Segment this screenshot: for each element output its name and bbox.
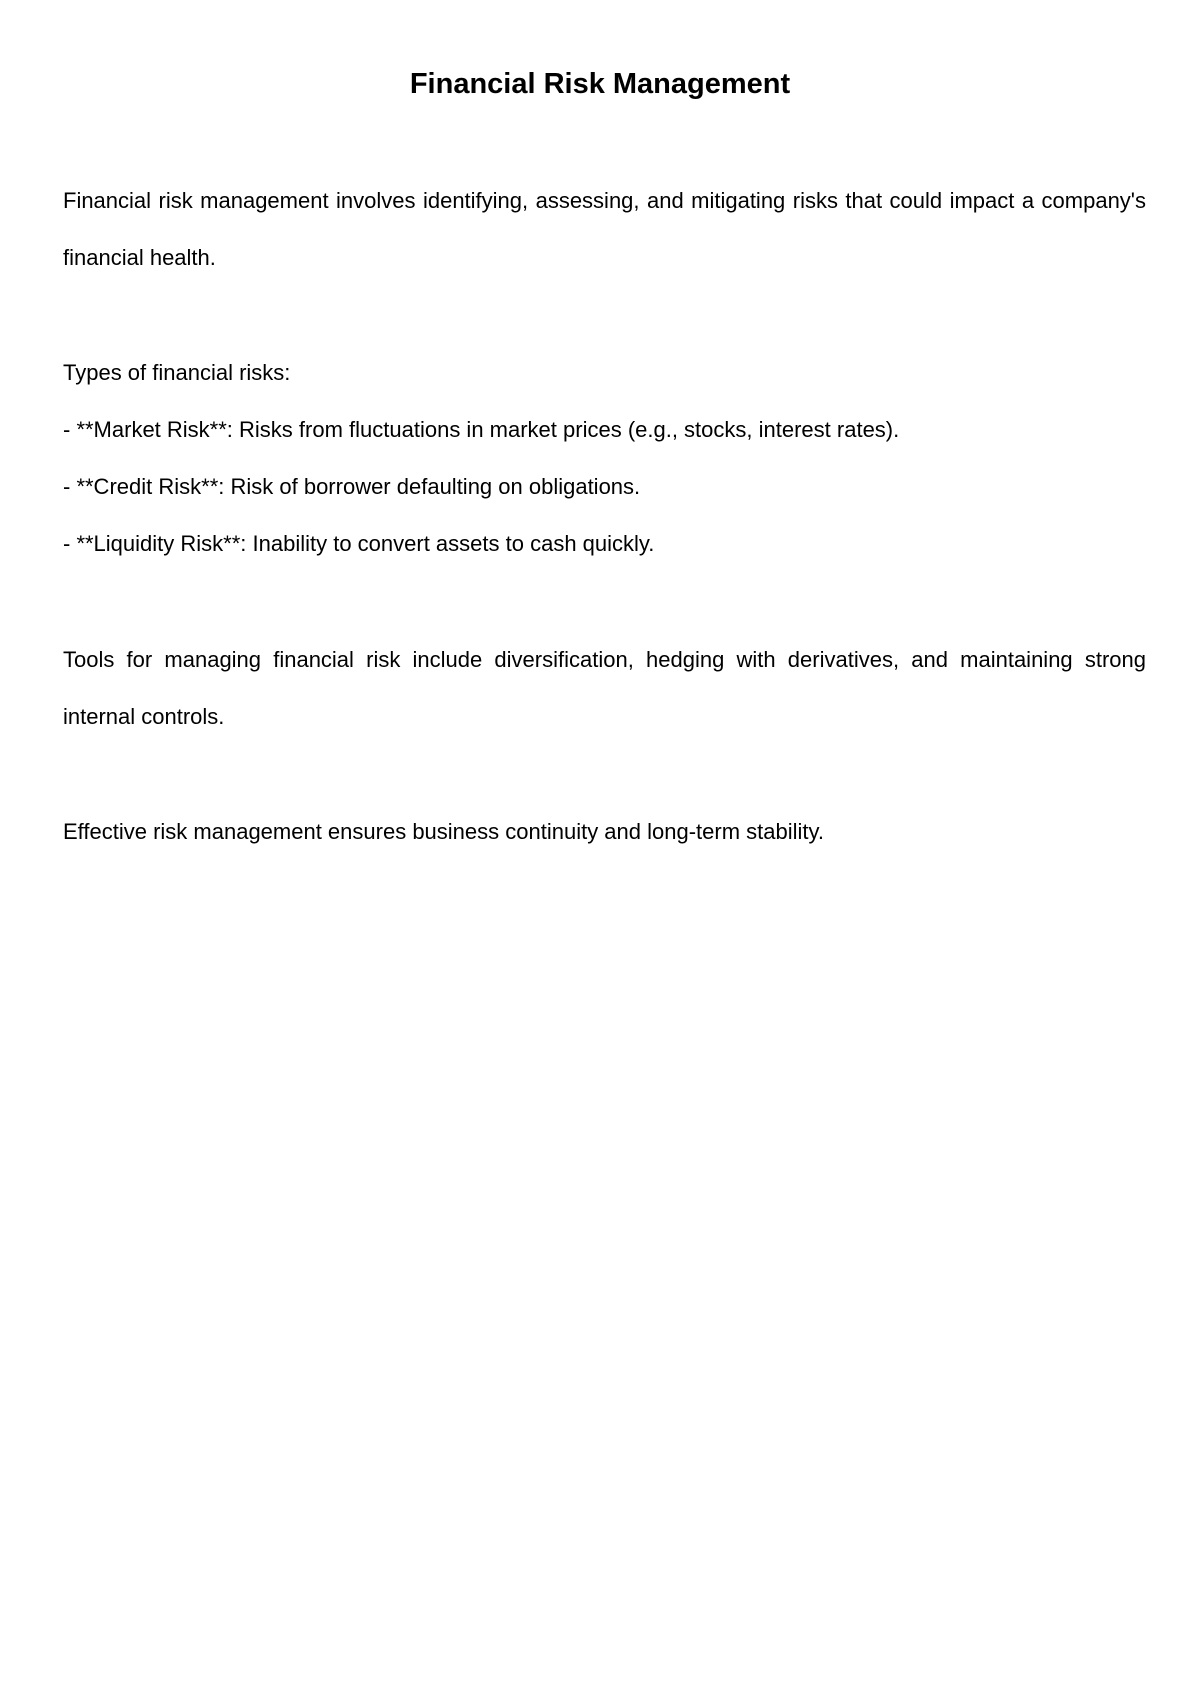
risk-types-heading: Types of financial risks: <box>63 360 291 385</box>
list-item-liquidity-risk: - **Liquidity Risk**: Inability to convert assets to cash quickly. <box>63 531 655 556</box>
risk-types-list <box>63 401 1146 572</box>
tools-paragraph: Tools for managing financial risk include diversification, hedging with derivatives, and maintaining strong internal controls. <box>63 647 1146 729</box>
conclusion-paragraph: Effective risk management ensures business continuity and long-term stability. <box>63 819 824 844</box>
list-item-market-risk: - **Market Risk**: Risks from fluctuations in market prices (e.g., stocks, interest rates). <box>63 417 900 442</box>
list-item-credit-risk: - **Credit Risk**: Risk of borrower defaulting on obligations. <box>63 474 641 499</box>
intro-paragraph: Financial risk management involves identifying, assessing, and mitigating risks that could impact a company's financial health. <box>63 188 1146 270</box>
page-title: Financial Risk Management <box>409 68 791 100</box>
